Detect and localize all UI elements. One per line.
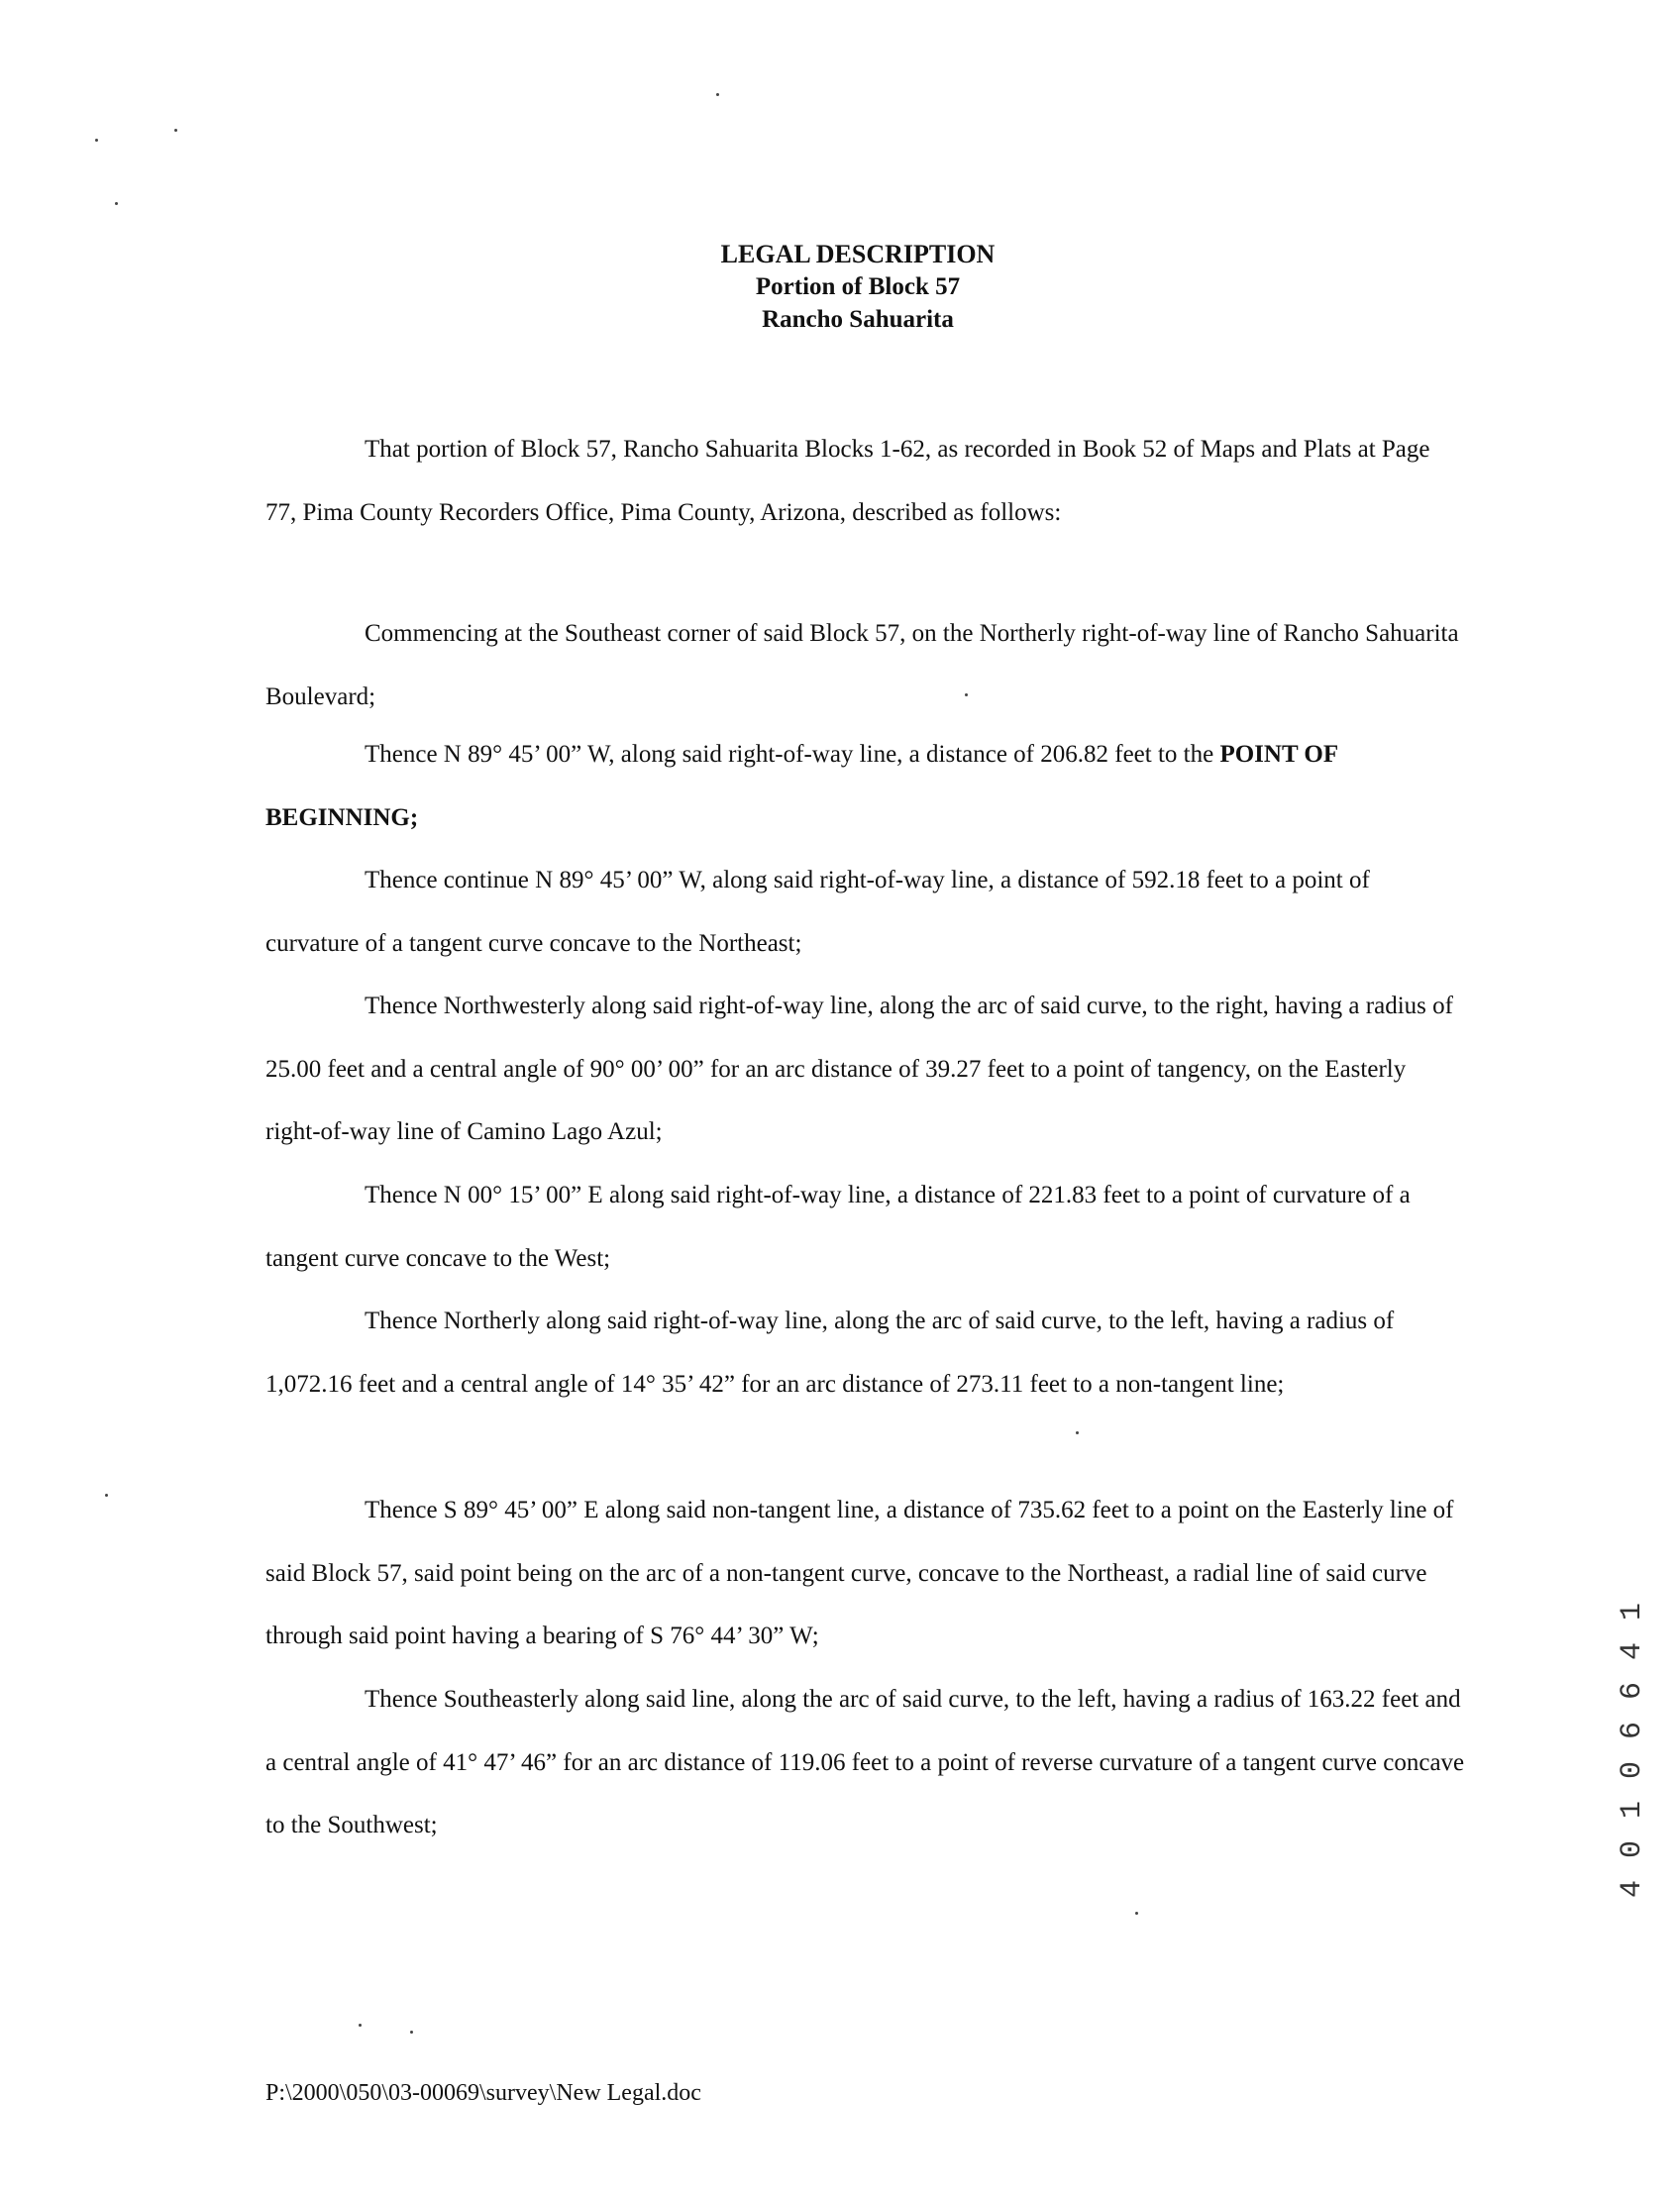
stamp-digit: 0	[1616, 1761, 1649, 1780]
scan-speck	[174, 129, 177, 132]
stamp-digit: 4	[1616, 1642, 1649, 1661]
stamp-digit: 6	[1616, 1722, 1649, 1740]
paragraph-point-of-beginning	[265, 723, 1466, 849]
document-title: LEGAL DESCRIPTION	[720, 240, 996, 268]
scan-speck	[95, 139, 98, 142]
scan-speck	[115, 202, 118, 205]
scan-speck	[105, 1494, 108, 1497]
document-title-block	[0, 238, 1680, 336]
scan-speck	[716, 93, 719, 96]
paragraph-north-course: Thence N 00° 15’ 00” E along said right-of-way line, a distance of 221.83 feet to a point of curvature of a tangent curve concave to the West;	[265, 1182, 1411, 1272]
stamp-digit: 6	[1616, 1682, 1649, 1701]
scan-speck	[1076, 1431, 1079, 1434]
paragraph-intro: That portion of Block 57, Rancho Sahuarita Blocks 1-62, as recorded in Book 52 of Maps and Plats at Page 77, Pima County Recorders Office, Pima County, Arizona, described as follows:	[265, 436, 1430, 526]
document-subtitle-subdivision: Rancho Sahuarita	[762, 306, 954, 333]
stamp-digit: 1	[1616, 1603, 1649, 1622]
paragraph-east-course: Thence S 89° 45’ 00” E along said non-tangent line, a distance of 735.62 feet to a point on the Easterly line of said Block 57, said point being on the arc of a non-tangent curve, concave to the Northeast, a radial line of said curve through said point having a bearing of S 76° 44’ 30” W;	[265, 1497, 1454, 1649]
paragraph-northerly-curve: Thence Northerly along said right-of-way line, along the arc of said curve, to the left, having a radius of 1,072.16 feet and a central angle of 14° 35’ 42” for an arc distance of 273.11 feet to a non-tangent line;	[265, 1308, 1395, 1398]
recording-stamp-number	[1613, 1575, 1652, 1912]
stamp-digit: 4	[1616, 1880, 1649, 1899]
paragraph-continue-west: Thence continue N 89° 45’ 00” W, along said right-of-way line, a distance of 592.18 feet to a point of curvature of a tangent curve concave to the Northeast;	[265, 867, 1370, 957]
scan-speck	[1135, 1912, 1138, 1915]
stamp-digit: 0	[1616, 1840, 1649, 1859]
paragraph-southeasterly-curve: Thence Southeasterly along said line, along the arc of said curve, to the left, having a radius of 163.22 feet and a central angle of 41° 47’ 46” for an arc distance of 119.06 feet to a point of reverse curvature of a tangent curve concave to the Southwest;	[265, 1686, 1465, 1838]
footer-file-path: P:\2000\050\03-00069\survey\New Legal.doc	[265, 2080, 701, 2106]
pob-course-text: Thence N 89° 45’ 00” W, along said right-of-way line, a distance of 206.82 feet to the	[365, 741, 1220, 768]
scan-speck	[359, 2024, 362, 2027]
stamp-digit: 1	[1616, 1801, 1649, 1820]
scan-speck	[965, 693, 968, 696]
document-subtitle-block: Portion of Block 57	[755, 273, 961, 300]
pob-emphasis: POINT OF BEGINNING;	[265, 741, 1338, 831]
paragraph-commencing: Commencing at the Southeast corner of said Block 57, on the Northerly right-of-way line of Rancho Sahuarita Boulevard;	[265, 620, 1459, 710]
paragraph-northwesterly-curve: Thence Northwesterly along said right-of-way line, along the arc of said curve, to the right, having a radius of 25.00 feet and a central angle of 90° 00’ 00” for an arc distance of 39.27 feet to a point of tangency, on the Easterly right-of-way line of Camino Lago Azul;	[265, 993, 1453, 1145]
scan-speck	[410, 2031, 413, 2034]
